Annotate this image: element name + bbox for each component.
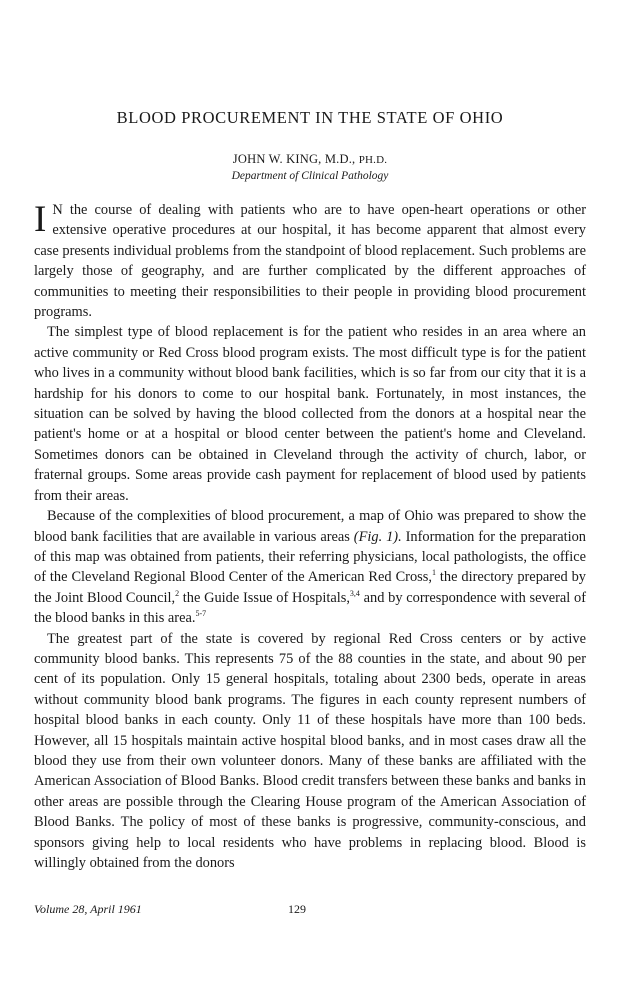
article-page bbox=[34, 108, 586, 873]
author-name: JOHN W. KING, M.D., bbox=[232, 152, 359, 166]
article-title: BLOOD PROCUREMENT IN THE STATE OF OHIO bbox=[116, 108, 504, 127]
volume-info: Volume 28, April 1961 bbox=[34, 902, 142, 916]
reference-1: 1 bbox=[431, 568, 436, 578]
paragraph-3-text-e: and by correspondence with several of the blood banks in this area. bbox=[34, 589, 586, 627]
author-degree: PH.D. bbox=[358, 154, 388, 166]
reference-5-7: 5-7 bbox=[195, 609, 207, 619]
page-footer bbox=[34, 902, 586, 922]
author-line bbox=[34, 151, 586, 168]
figure-reference: (Fig. 1). bbox=[353, 528, 402, 545]
paragraph-4: The greatest part of the state is covered by regional Red Cross centers or by active community blood banks. This represents 75 of the 88 counties in the state, and about 90 per cent of its population. Only 15 general hospitals, totaling about 2300 beds, operate in areas without community blood bank programs. The figures in each county represent numbers of hospital blood banks in each county. Only 11 of these hospitals have more than 100 beds. However, all 15 hospitals maintain active hospital blood banks, and in most cases draw all the blood they use from their own volunteer donors. Many of these banks are affiliated with the American Association of Blood Banks. Blood credit transfers between these banks and banks in other areas are possible through the Clearing House program of the American Association of Blood Banks. The policy of most of these banks is progressive, community-conscious, and sponsors giving help to local residents who have problems in replacing blood. Blood is willingly obtained from the donors bbox=[34, 630, 586, 871]
article-body bbox=[34, 200, 586, 873]
paragraph-3-text-b: Information for the preparation of this map was obtained from patients, their referring physicians, local pathologists, the office of the Cleveland Regional Blood Center of the American Red Cross, bbox=[34, 528, 586, 586]
paragraph-3 bbox=[34, 506, 586, 628]
drop-cap: I bbox=[34, 199, 47, 240]
paragraph-1 bbox=[34, 200, 586, 322]
author-department: Department of Clinical Pathology bbox=[231, 170, 389, 182]
reference-3-4: 3,4 bbox=[349, 588, 360, 598]
paragraph-2: The simplest type of blood replacement is for the patient who resides in an area where an active community or Red Cross blood program exists. The most difficult type is for the patient who lives in a community without blood bank facilities, which is so far from our city that it is a hardship for his donors to come to our hospital bank. Fortunately, in most instances, the situation can be solved by having the blood collected from the donors at a hospital near the patient's home or at a hospital or blood center between the patient's home and Cleveland. Sometimes donors can be obtained in Cleveland through the activity of church, labor, or fraternal groups. Some areas provide cash payment for replacement of blood used by patients from their areas. bbox=[34, 324, 586, 504]
paragraph-3-text-d: the Guide Issue of Hospitals, bbox=[179, 589, 350, 606]
reference-2: 2 bbox=[175, 588, 180, 598]
paragraph-3-text-c: the directory prepared by the Joint Blood Council, bbox=[34, 569, 586, 606]
paragraph-3-text-a: Because of the complexities of blood procurement, a map of Ohio was prepared to show the blood bank facilities that are available in various areas bbox=[34, 508, 586, 545]
page-number: 129 bbox=[288, 902, 306, 916]
paragraph-1-text: N the course of dealing with patients who are to have open-heart operations or other extensive operative procedures at our hospital, it has become apparent that almost every case presents individual problems from the standpoint of blood replacement. Such problems are largely those of geography, and are further complicated by the different approaches of communities to meeting their responsibilities to their people in providing blood procurement programs. bbox=[34, 202, 586, 321]
